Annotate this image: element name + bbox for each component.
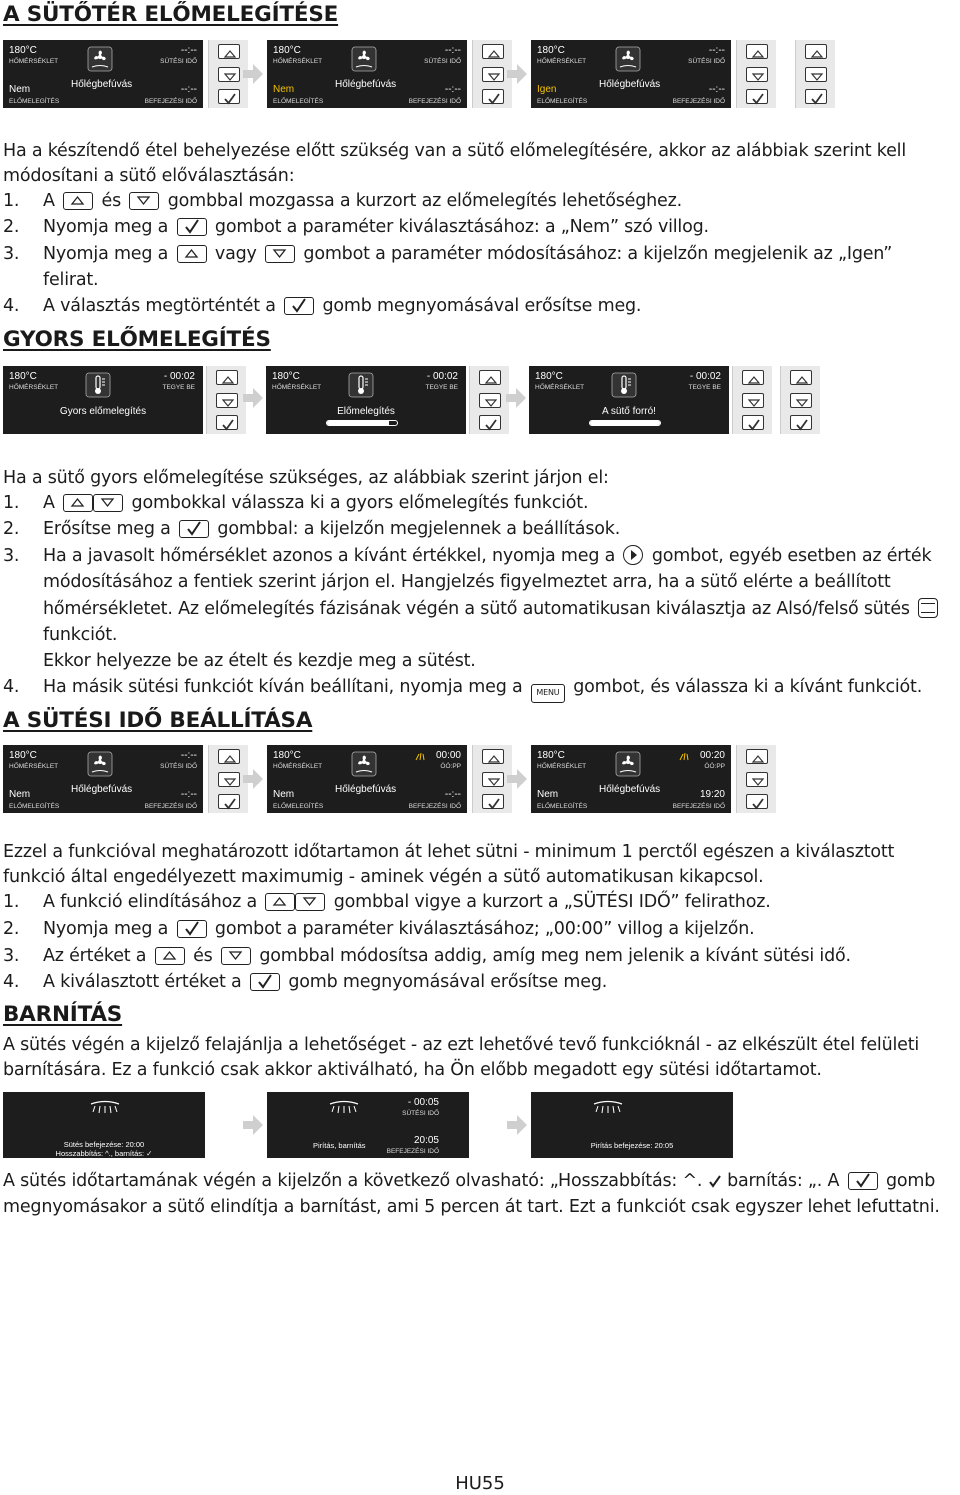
thermometer-icon [85,372,111,398]
oven-display-panel [266,366,466,434]
thermometer-icon [611,372,637,398]
fast-step-2: 2. Erősítse meg a gombbal: a kijelzőn megjelennek a beállítások. [3,519,621,539]
next-arrow-icon [241,1113,265,1137]
blink-indicator-icon [415,748,425,756]
button-column [736,40,776,108]
display-temp: 180°C [9,750,37,761]
display-preheat-label: ELŐMELEGÍTÉS [273,98,324,105]
display-function: Hőlégbefúvás [599,79,661,90]
display-temp: 180°C [273,45,301,56]
time-step-4: 4. A kiválasztott értéket a gomb megnyomásával erősítse meg. [3,972,608,992]
oven-display-panel [531,40,731,108]
preheat-step-2: 2. Nyomja meg a gombot a paraméter kiválasztásához: a „Nem” szó villog. [3,217,709,237]
preheat-step-1: 1. A és gombbal mozgassa a kurzort az előmelegítés lehetőséghez. [3,191,682,211]
display-preheat-label: ELŐMELEGÍTÉS [9,803,60,810]
heading-preheat: A SÜTŐTÉR ELŐMELEGÍTÉSE [3,2,339,27]
page-number: HU55 [455,1473,505,1494]
play-button-icon [623,545,643,565]
display-temp-label: HŐMÉRSÉKLET [273,58,323,65]
oven-display-panel [267,745,467,813]
display-time-label: SÜTÉSI IDŐ [688,58,725,65]
ok-button-icon [179,520,209,538]
display-message: Gyors előmelegítés [59,406,147,417]
display-time-label: SÜTÉSI IDŐ [424,58,461,65]
down-button[interactable] [746,67,768,82]
up-button[interactable] [805,44,827,59]
display-end-time: --:-- [180,789,197,800]
next-arrow-icon [241,62,265,86]
ok-button-icon [848,1172,878,1190]
fast-step-3-cont3: funkciót. [43,625,118,645]
ok-button-icon [177,920,207,938]
up-button-icon [177,245,207,263]
fast-step-3-cont1: módosításához a fentiek szerint járjon el. Hangjelzés figyelmeztet arra, ha a sütő elérte a beállított [43,572,891,592]
top-bottom-heat-icon [918,598,938,618]
display-time: - 00:05 [407,1097,439,1108]
progress-bar [589,420,661,426]
display-temp-label: HŐMÉRSÉKLET [535,384,585,391]
oven-display-panel [531,1092,733,1158]
fast-step-3: 3. Ha a javasolt hőmérséklet azonos a kívánt értékkel, nyomja meg a gombot, egyéb esetben az érték [3,546,932,566]
heading-fast-preheat: GYORS ELŐMELEGÍTÉS [3,327,271,352]
display-temp: 180°C [535,371,563,382]
progress-fill [327,421,389,425]
display-temp: 180°C [9,45,37,56]
fast-step-4: 4. Ha másik sütési funkciót kíván beállítani, nyomja meg a MENU gombot, és válassza ki a kívánt funkciót. [3,675,922,703]
brown-outro-1: A sütés időtartamának végén a kijelzőn a következő olvasható: „Hosszabbítás: ^. barnítás: „. A gomb [3,1171,936,1191]
ok-button[interactable] [742,415,764,430]
display-end-time: --:-- [444,84,461,95]
ok-button[interactable] [746,89,768,104]
up-button-icon [63,494,93,512]
button-column [780,366,820,434]
preheat-step-3: 3. Nyomja meg a vagy gombot a paraméter módosításához: a kijelzőn megjelenik az „Igen” [3,244,893,264]
display-temp: 180°C [272,371,300,382]
down-button[interactable] [790,393,812,408]
preheat-step-4: 4. A választás megtörténtét a gomb megnyomásával erősítse meg. [3,296,642,316]
display-function: Hőlégbefúvás [71,784,133,795]
display-time: --:-- [180,45,197,56]
display-time-label: ÓÓ:PP [704,763,725,770]
display-end-label: BEFEJEZÉSI IDŐ [144,803,197,810]
progress-fill [590,421,660,425]
heading-cooking-time: A SÜTÉSI IDŐ BEÁLLÍTÁSA [3,708,313,733]
display-preheat-option: Nem [9,84,31,95]
progress-bar [326,420,398,426]
up-button[interactable] [482,44,504,59]
up-button-icon [265,893,295,911]
ok-button[interactable] [790,415,812,430]
display-time-label: TEGYE BE [425,384,458,391]
display-preheat-label: ELŐMELEGÍTÉS [537,98,588,105]
display-end-label: BEFEJEZÉSI IDŐ [672,98,725,105]
display-end-label: BEFEJEZÉSI IDŐ [672,803,725,810]
display-preheat-option: Igen [537,84,557,95]
ok-button-icon [284,297,314,315]
preheat-step-3-cont: felirat. [43,270,99,290]
display-time-label: SÜTÉSI IDŐ [402,1110,439,1117]
display-time-label: ÓÓ:PP [440,763,461,770]
fast-step-1: 1. A gombokkal válassza ki a gyors előmelegítés funkciót. [3,493,589,513]
display-time: - 00:02 [689,371,721,382]
display-temp-label: HŐMÉRSÉKLET [272,384,322,391]
next-arrow-icon [505,1113,529,1137]
thermometer-icon [348,372,374,398]
display-function: Hőlégbefúvás [71,79,133,90]
ok-button[interactable] [746,794,768,809]
button-column [795,40,835,108]
display-temp: 180°C [273,750,301,761]
brown-intro-2: barnítására. Ez a funkció csak akkor aktiválható, ha Ön előbb megadott egy sütési időtartamot. [3,1060,822,1080]
menu-button-icon: MENU [531,684,565,703]
grill-icon [591,1100,625,1120]
heading-browning: BARNÍTÁS [3,1002,123,1027]
ok-button[interactable] [218,89,240,104]
display-time: --:-- [708,45,725,56]
ok-button[interactable] [482,794,504,809]
display-message: Pirítás befejezése: 20:05 [590,1141,674,1150]
fan-icon [87,751,113,777]
display-time-label: SÜTÉSI IDŐ [160,763,197,770]
next-arrow-icon [504,386,528,410]
display-temp-label: HŐMÉRSÉKLET [9,763,59,770]
display-preheat-option: Nem [9,789,31,800]
fan-icon [87,46,113,72]
blink-indicator-icon [679,748,689,756]
fan-icon [615,46,641,72]
oven-display-panel [267,40,467,108]
up-button[interactable] [742,370,764,385]
down-button-icon [221,947,251,965]
ok-button[interactable] [218,794,240,809]
display-temp-label: HŐMÉRSÉKLET [9,384,59,391]
down-button[interactable] [805,67,827,82]
down-button[interactable] [218,67,240,82]
up-button[interactable] [746,44,768,59]
display-temp-label: HŐMÉRSÉKLET [537,763,587,770]
time-intro-1: Ezzel a funkcióval meghatározott időtartamon át lehet sütni - minimum 1 perctől egészen a kiválasztott [3,842,895,862]
grill-icon [88,1100,122,1120]
fan-icon [351,46,377,72]
grill-icon [327,1100,361,1120]
oven-display-panel [3,40,203,108]
display-function: Hőlégbefúvás [599,784,661,795]
display-preheat-option: Nem [537,789,559,800]
up-button[interactable] [479,370,501,385]
ok-button-icon [177,218,207,236]
display-time: - 00:02 [163,371,195,382]
brown-outro-2: megnyomásakor a sütő elindítja a barnítást, ami 5 percen át tart. Ezt a funkciót csak egyszer lehet lefuttatni. [3,1197,940,1217]
display-end-line: Sütés befejezése: 20:00 [63,1140,145,1149]
up-button[interactable] [218,44,240,59]
display-temp: 180°C [537,45,565,56]
display-end-label: BEFEJEZÉSI IDŐ [408,98,461,105]
display-time-label: TEGYE BE [162,384,195,391]
oven-display-panel [3,745,203,813]
up-button[interactable] [216,370,238,385]
ok-button[interactable] [482,89,504,104]
next-arrow-icon [505,767,529,791]
display-end-label: BEFEJEZÉSI IDŐ [144,98,197,105]
display-temp-label: HŐMÉRSÉKLET [9,58,59,65]
display-temp-label: HŐMÉRSÉKLET [273,763,323,770]
down-button-icon [295,893,325,911]
display-message: Pirítás, barnítás [313,1141,366,1150]
display-preheat-option: Nem [273,84,295,95]
display-end-label: BEFEJEZÉSI IDŐ [386,1148,439,1155]
fast-step-3-cont2: hőmérsékletet. Az előmelegítés fázisának végén a sütő automatikusan kiválasztja az Alsó/felső sütés [43,597,941,622]
down-button[interactable] [482,772,504,787]
display-end-time: --:-- [708,84,725,95]
up-button[interactable] [218,749,240,764]
display-time: 00:00 [435,750,461,761]
next-arrow-icon [505,62,529,86]
up-button[interactable] [746,749,768,764]
time-intro-2: funkció által engedélyezett maximumig - aminek végén a sütő automatikusan kikapcsol. [3,867,764,887]
time-step-1: 1. A funkció elindításához a gombbal vigye a kurzort a „SÜTÉSI IDŐ” felirathoz. [3,892,771,912]
down-button-icon [93,494,123,512]
down-button[interactable] [742,393,764,408]
display-extend-line: Hosszabbítás: ^., barnítás: ✓ [55,1149,153,1158]
up-button-icon [155,947,185,965]
ok-button[interactable] [805,89,827,104]
display-time-label: TEGYE BE [688,384,721,391]
oven-display-panel [529,366,729,434]
display-preheat-option: Nem [273,789,295,800]
ok-button-icon [250,973,280,991]
down-button[interactable] [218,772,240,787]
display-time: --:-- [444,45,461,56]
display-function: Hőlégbefúvás [335,784,397,795]
oven-display-panel [3,366,203,434]
oven-display-panel [3,1092,205,1158]
button-column [206,366,246,434]
display-message: A sütő forró! [602,406,656,417]
down-button[interactable] [479,393,501,408]
time-step-3: 3. Az értéket a és gombbal módosítsa addig, amíg meg nem jelenik a kívánt sütési idő. [3,946,851,966]
ok-button[interactable] [216,415,238,430]
display-preheat-label: ELŐMELEGÍTÉS [9,98,60,105]
display-preheat-label: ELŐMELEGÍTÉS [537,803,588,810]
display-end-time: --:-- [180,84,197,95]
display-temp: 180°C [537,750,565,761]
preheat-intro-1: Ha a készítendő étel behelyezése előtt szükség van a sütő előmelegítésére, akkor az alábbiak szerint kell [3,141,906,161]
up-button[interactable] [790,370,812,385]
check-icon [708,1174,722,1188]
display-message: Előmelegítés [337,406,395,417]
up-button[interactable] [482,749,504,764]
fan-icon [615,751,641,777]
time-step-2: 2. Nyomja meg a gombot a paraméter kiválasztásához; „00:00” villog a kijelzőn. [3,919,755,939]
down-button-icon [265,245,295,263]
fast-intro: Ha a sütő gyors előmelegítése szükséges, az alábbiak szerint járjon el: [3,468,609,488]
down-button[interactable] [746,772,768,787]
display-end-time: 19:20 [699,789,725,800]
display-temp: 180°C [9,371,37,382]
button-column [732,366,772,434]
button-column [736,745,776,813]
display-end-time: 20:05 [413,1135,439,1146]
up-button-icon [63,192,93,210]
display-time: - 00:02 [426,371,458,382]
next-arrow-icon [241,767,265,791]
display-time: --:-- [180,750,197,761]
display-end-time: --:-- [444,789,461,800]
button-column [469,366,509,434]
display-time: 00:20 [699,750,725,761]
ok-button[interactable] [479,415,501,430]
display-preheat-label: ELŐMELEGÍTÉS [273,803,324,810]
fast-step-3-cont4: Ekkor helyezze be az ételt és kezdje meg a sütést. [43,651,476,671]
down-button-icon [129,192,159,210]
display-end-label: BEFEJEZÉSI IDŐ [408,803,461,810]
down-button[interactable] [216,393,238,408]
display-temp-label: HŐMÉRSÉKLET [537,58,587,65]
down-button[interactable] [482,67,504,82]
brown-intro-1: A sütés végén a kijelző felajánlja a lehetőséget - az ezt lehetővé tevő funkcióknál - az elkészült étel felületi [3,1035,920,1055]
preheat-intro-2: módosítani a sütő előválasztásán: [3,166,295,186]
oven-display-panel [531,745,731,813]
display-time-label: SÜTÉSI IDŐ [160,58,197,65]
display-function: Hőlégbefúvás [335,79,397,90]
fan-icon [351,751,377,777]
next-arrow-icon [241,386,265,410]
oven-display-panel [267,1092,469,1158]
